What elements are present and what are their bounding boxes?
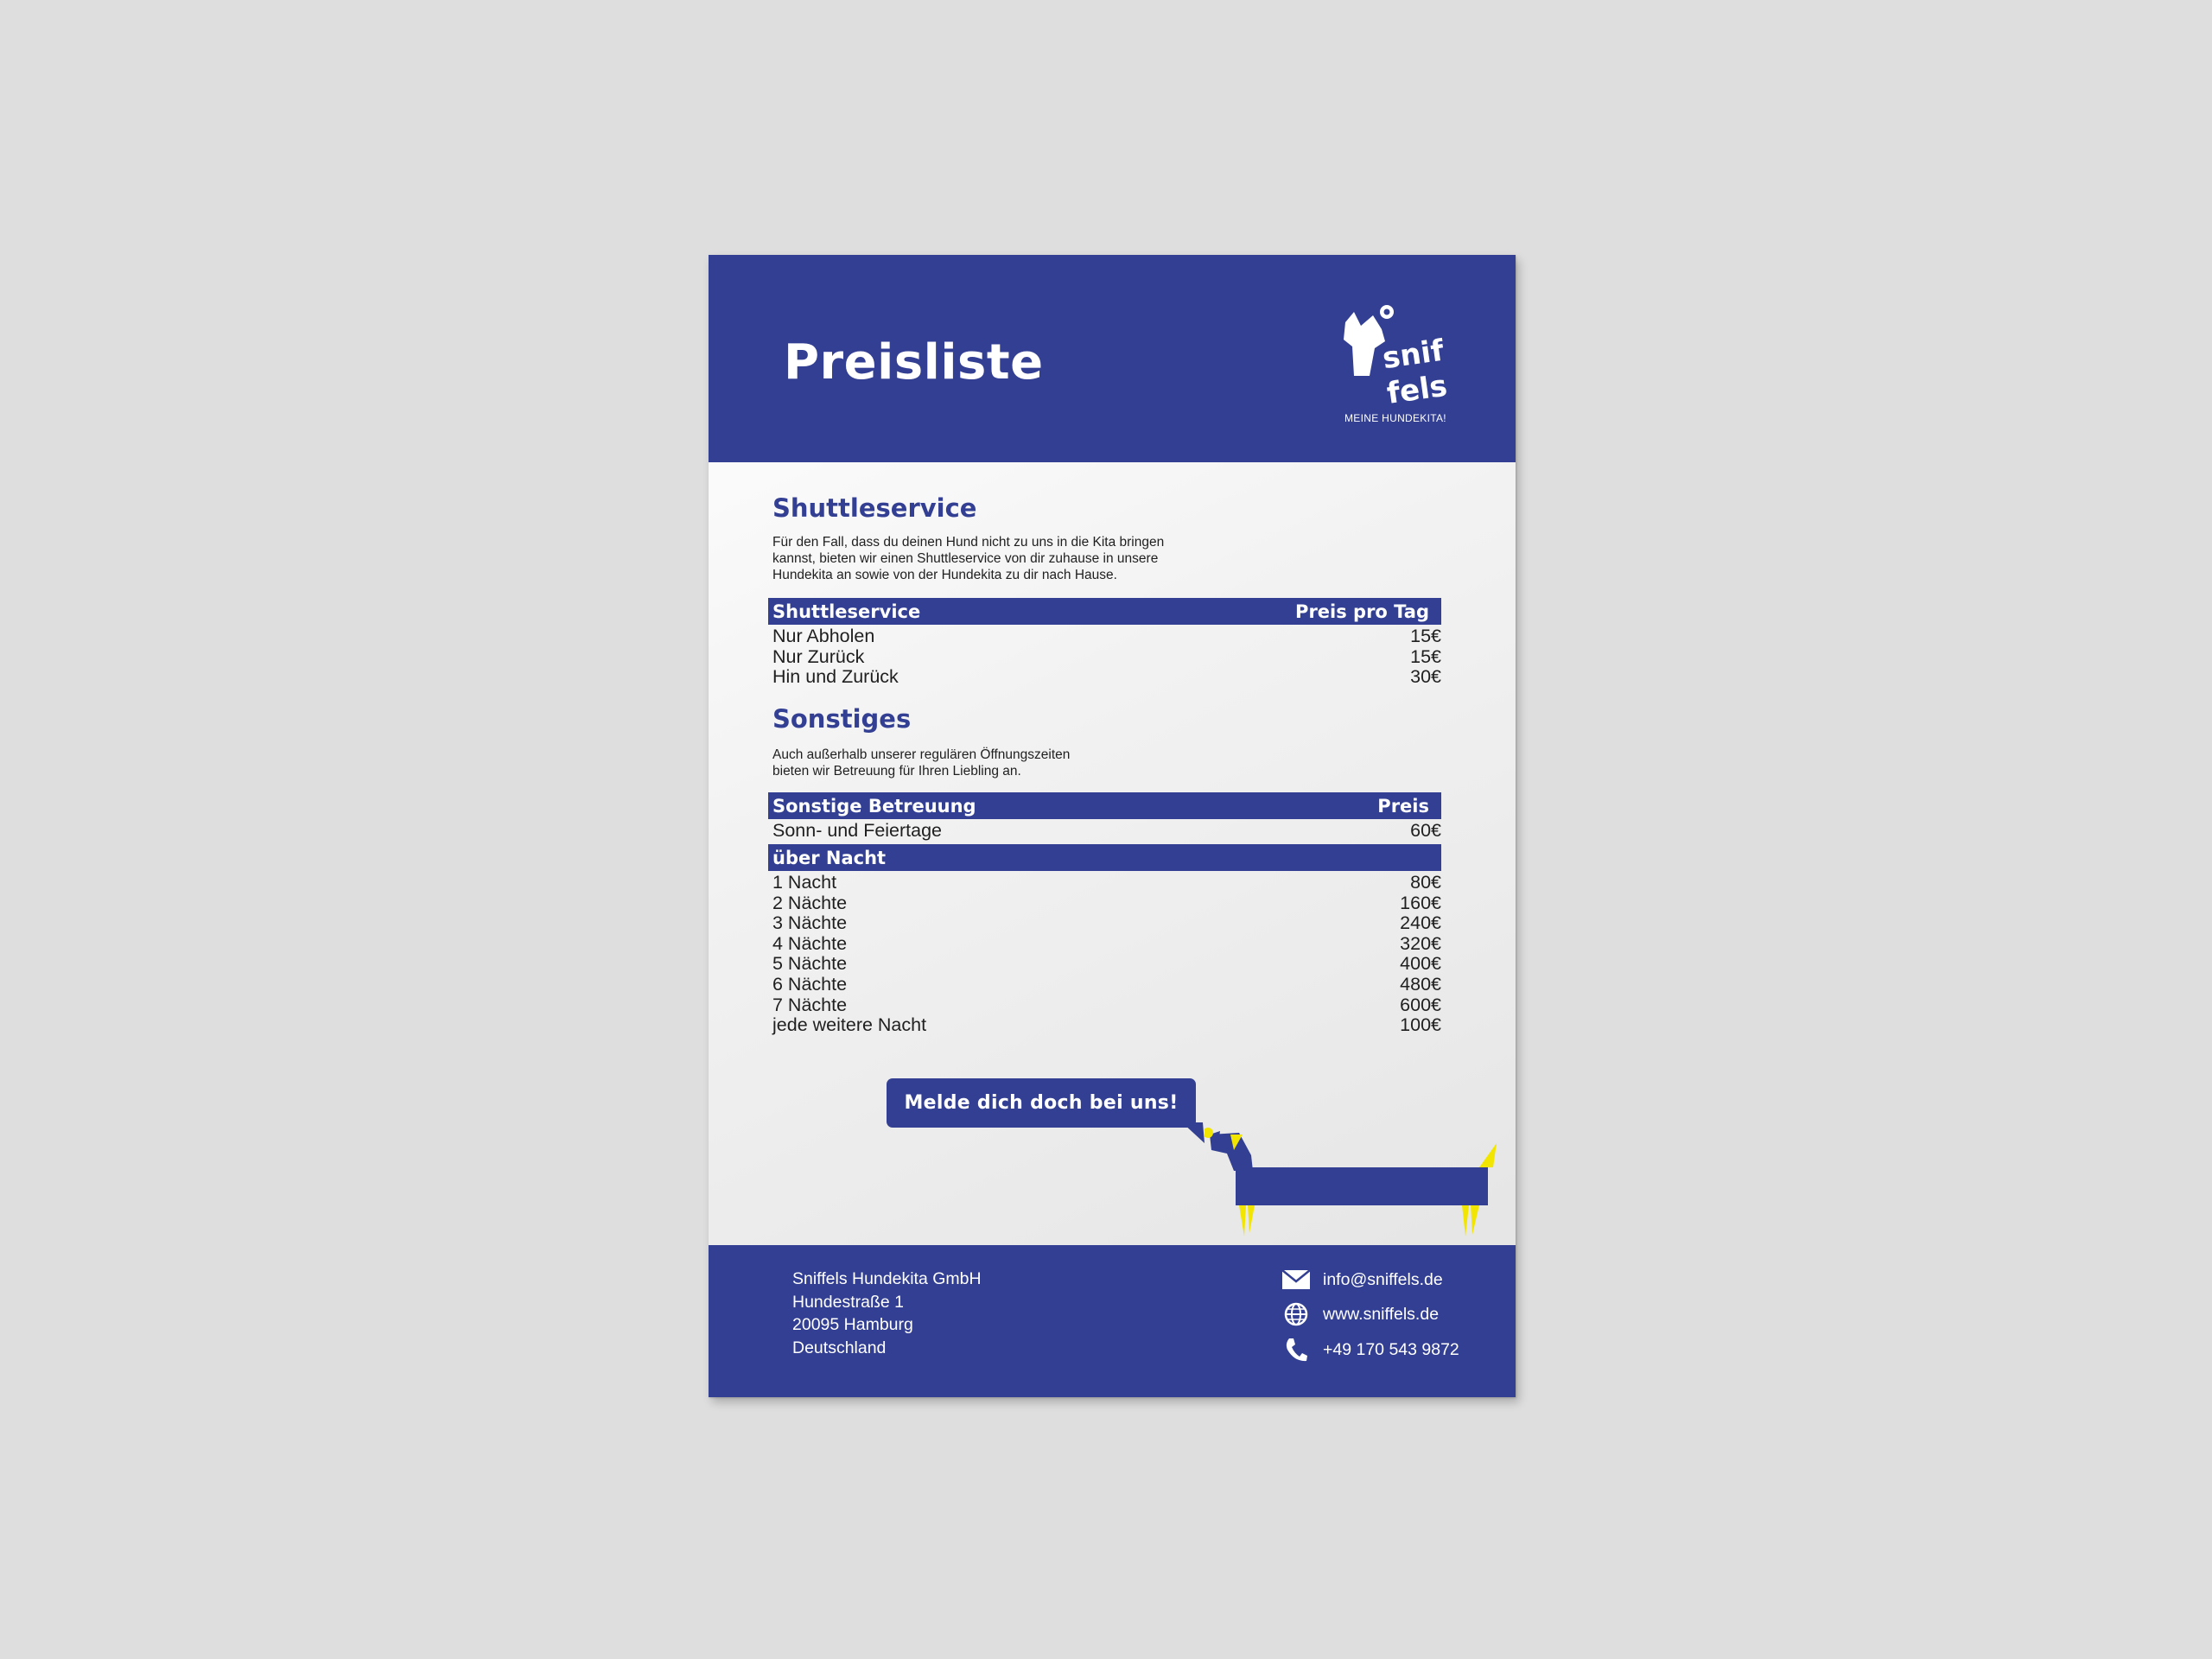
table-row (772, 934, 1441, 955)
company-address (792, 1268, 982, 1359)
table-row (772, 893, 1441, 914)
address-line: Hundestraße 1 (792, 1292, 904, 1312)
row-label: 1 Nacht (772, 872, 837, 893)
row-price: 15€ (1410, 626, 1441, 646)
intro-line: Hundekita an sowie von der Hundekita zu dir nach Hause. (772, 568, 1117, 582)
table-row (772, 626, 1441, 647)
row-label: 6 Nächte (772, 973, 848, 995)
column-label: über Nacht (772, 847, 887, 868)
shuttle-table-rows (772, 626, 1441, 688)
table-row (772, 995, 1441, 1016)
other-intro (772, 747, 1222, 779)
row-price: 600€ (1400, 994, 1441, 1015)
row-price: 320€ (1400, 932, 1441, 954)
speech-bubble-tail (1182, 1122, 1206, 1143)
contact-email[interactable] (1281, 1268, 1443, 1292)
logo-tagline: MEINE HUNDEKITA! (1344, 412, 1446, 424)
row-price: 60€ (1410, 820, 1441, 841)
column-label: Sonstige Betreuung (772, 795, 976, 817)
contact-website[interactable] (1281, 1302, 1439, 1326)
row-price: 240€ (1400, 912, 1441, 934)
table-row (772, 873, 1441, 893)
dachshund-illustration (1205, 1128, 1516, 1244)
table-row (772, 821, 1441, 842)
address-line: Deutschland (792, 1338, 887, 1357)
row-label: 7 Nächte (772, 994, 848, 1015)
row-price: 80€ (1410, 872, 1441, 893)
sniffels-logo (1335, 303, 1456, 424)
phone-number[interactable]: +49 170 543 9872 (1323, 1339, 1459, 1359)
address-line: Sniffels Hundekita GmbH (792, 1269, 982, 1288)
row-price: 400€ (1400, 953, 1441, 975)
website-link[interactable]: www.sniffels.de (1323, 1304, 1440, 1324)
page-title: Preisliste (784, 334, 1044, 391)
row-price: 160€ (1400, 892, 1441, 913)
address-line: 20095 Hamburg (792, 1315, 913, 1334)
table-row (772, 975, 1441, 995)
intro-line: Für den Fall, dass du deinen Hund nicht zu uns in die Kita bringen (772, 535, 1165, 550)
envelope-icon (1281, 1268, 1311, 1292)
table-row (772, 954, 1441, 975)
section-title-other: Sonstiges (772, 704, 912, 734)
phone-icon (1281, 1338, 1311, 1362)
shuttle-table-header (768, 598, 1441, 625)
globe-icon (1281, 1302, 1311, 1326)
column-label: Shuttleservice (772, 601, 921, 622)
table-row (772, 1015, 1441, 1036)
table-row (772, 913, 1441, 934)
section-title-shuttle: Shuttleservice (772, 493, 977, 523)
shuttle-intro (772, 534, 1222, 583)
row-label: Sonn- und Feiertage (772, 820, 943, 841)
row-label: 2 Nächte (772, 892, 848, 913)
row-price: 480€ (1400, 973, 1441, 995)
other-table-rows (772, 821, 1441, 842)
row-label: Nur Zurück (772, 645, 865, 667)
row-price: 100€ (1400, 1014, 1441, 1036)
header-band (709, 255, 1516, 462)
row-price: 15€ (1410, 645, 1441, 667)
column-price: Preis (1377, 795, 1429, 817)
row-label: jede weitere Nacht (772, 1014, 927, 1036)
footer-band (709, 1245, 1516, 1397)
column-price: Preis pro Tag (1295, 601, 1429, 622)
intro-line: Auch außerhalb unserer regulären Öffnungszeiten (772, 747, 1071, 762)
row-label: 3 Nächte (772, 912, 848, 934)
row-label: Hin und Zurück (772, 666, 899, 688)
speech-bubble: Melde dich doch bei uns! (887, 1078, 1196, 1128)
row-label: Nur Abholen (772, 626, 875, 646)
svg-text:fels: fels (1384, 368, 1450, 411)
table-row (772, 667, 1441, 688)
row-label: 5 Nächte (772, 953, 848, 975)
overnight-table-header (768, 844, 1441, 871)
intro-line: bieten wir Betreuung für Ihren Liebling an. (772, 764, 1021, 779)
row-price: 30€ (1410, 666, 1441, 688)
overnight-table-rows (772, 873, 1441, 1036)
table-row (772, 647, 1441, 668)
intro-line: kannst, bieten wir einen Shuttleservice von dir zuhause in unsere (772, 551, 1159, 566)
row-label: 4 Nächte (772, 932, 848, 954)
svg-text:snif: snif (1380, 333, 1446, 377)
email-link[interactable]: info@sniffels.de (1323, 1269, 1443, 1289)
contact-phone[interactable] (1281, 1338, 1459, 1362)
other-table-header (768, 792, 1441, 819)
price-list-flyer (709, 255, 1516, 1397)
